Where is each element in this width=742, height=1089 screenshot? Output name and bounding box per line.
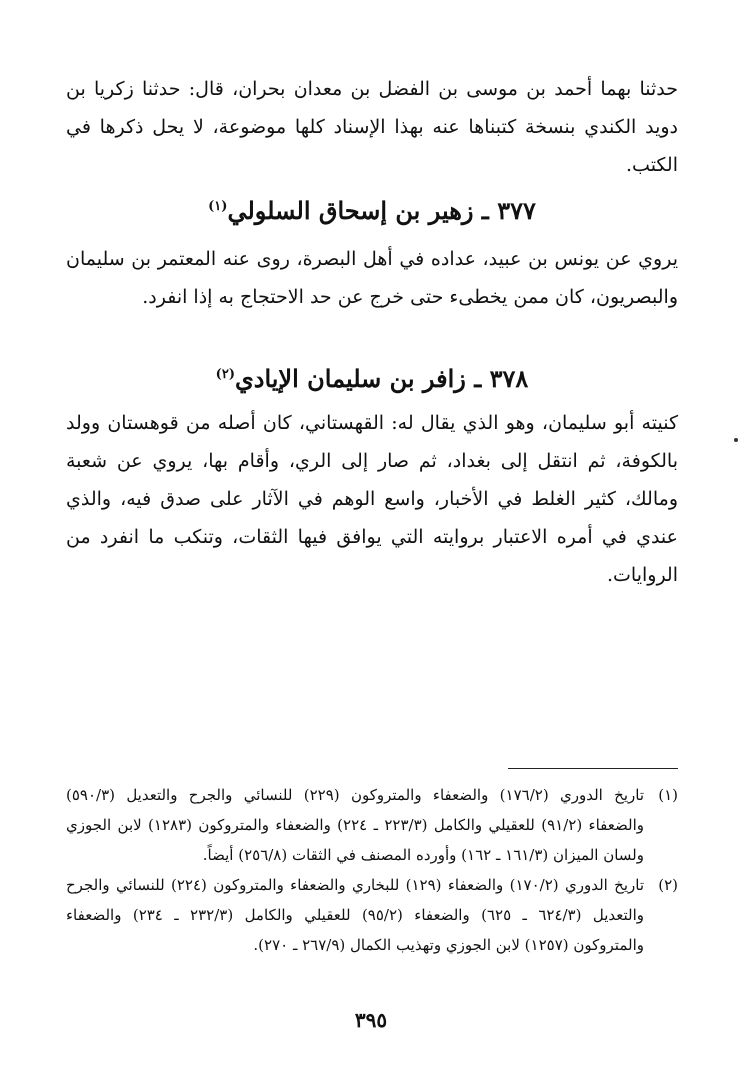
paragraph-entry-378: كنيته أبو سليمان، وهو الذي يقال له: القهستاني، كان أصله من قوهستان وولد بالكوفة، ثم انتقل إلى بغداد، ثم صار إلى الري، وأقام بها، يروي عن شعبة ومالك، كثير الغلط في الأخبار، واسع الوهم في الآثار على صدق فيه، والذي عندي في أمره الاعتبار بروايته التي يوافق فيها الثقات، وتنكب ما انفرد من الروايات. <box>66 412 678 586</box>
footnote-ref: (٢) <box>215 367 235 382</box>
entry-title: ٣٧٧ ـ زهير بن إسحاق السلولي <box>227 196 536 225</box>
footnote-item <box>66 780 678 870</box>
entry-heading-378 <box>66 364 678 393</box>
entry-heading-377 <box>66 196 678 225</box>
entry-title: ٣٧٨ ـ زافر بن سليمان الإيادي <box>234 364 529 393</box>
footnote-item <box>66 870 678 960</box>
page-number: ٣٩٥ <box>354 1008 388 1032</box>
paragraph-entry-377: يروي عن يونس بن عبيد، عداده في أهل البصرة، روى عنه المعتمر بن سليمان والبصريون، كان ممن يخطىء حتى خرج عن حد الاحتجاج به إذا انفرد. <box>66 248 678 308</box>
footnote-text: تاريخ الدوري (١٧٠/٢) والضعفاء (١٢٩) للبخاري والضعفاء والمتروكون (٢٢٤) للنسائي والجرح والتعديل (٦٢٤/٣ ـ ٦٢٥) والضعفاء (٩٥/٢) للعقيلي والكامل (٢٣٢/٣ ـ ٢٣٤) والضعفاء والمتروكون (١٢٥٧) لابن الجوزي وتهذيب الكمال (٢٦٧/٩ ـ ٢٧٠). <box>66 876 645 954</box>
footnote-text: تاريخ الدوري (١٧٦/٢) والضعفاء والمتروكون (٢٢٩) للنسائي والجرح والتعديل (٥٩٠/٣) والضعفاء (٩١/٢) للعقيلي والكامل (٢٢٣/٣ ـ ٢٢٤) والضعفاء والمتروكون (١٢٨٣) لابن الجوزي ولسان الميزان (١٦١/٣ ـ ١٦٢) وأورده المصنف في الثقات (٢٥٦/٨) أيضاً. <box>66 786 645 864</box>
paragraph-isnad: حدثنا بهما أحمد بن موسى بن الفضل بن معدان بحران، قال: حدثنا زكريا بن دويد الكندي بنسخة كتبناها عنه بهذا الإسناد كلها موضوعة، لا يحل ذكرها في الكتب. <box>66 78 678 176</box>
footnote-number: (١) <box>658 786 678 804</box>
footnote-separator <box>508 768 678 769</box>
footnotes <box>66 780 678 960</box>
footnote-ref: (١) <box>208 199 228 214</box>
footnote-number: (٢) <box>658 876 678 894</box>
margin-mark <box>734 438 738 442</box>
